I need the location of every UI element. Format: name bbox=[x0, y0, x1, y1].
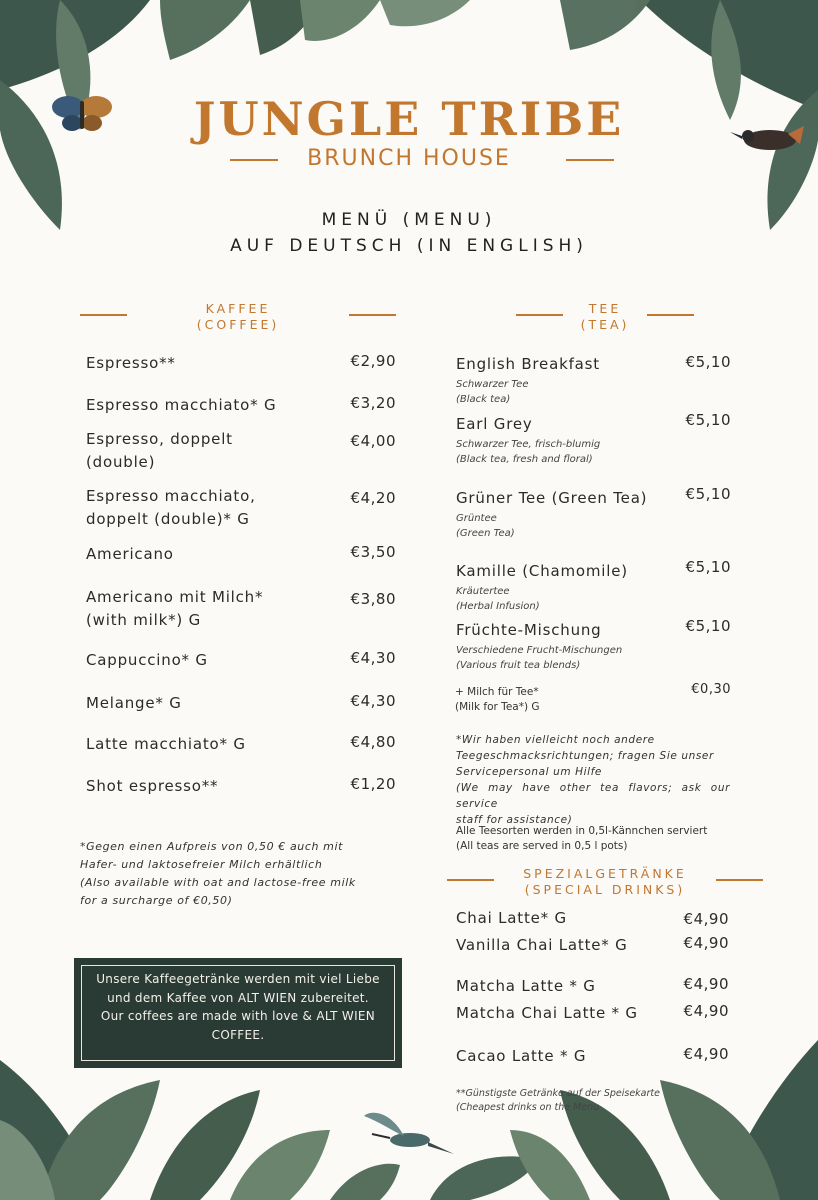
note-line: for a surcharge of €0,50) bbox=[80, 894, 233, 907]
coffee-item-price: €4,20 bbox=[350, 489, 396, 507]
note-line: staff for assistance) bbox=[456, 814, 573, 826]
tea-item-price: €5,10 bbox=[685, 485, 731, 503]
tea-title-de: TEE bbox=[588, 301, 622, 316]
special-item-name: Chai Latte* G bbox=[456, 909, 567, 927]
special-divider-left bbox=[447, 879, 494, 881]
special-item-price: €4,90 bbox=[683, 910, 729, 928]
coffee-info-text bbox=[74, 970, 402, 1044]
hummingbird-icon bbox=[364, 1113, 454, 1154]
tea-item-sub: (Green Tea) bbox=[456, 528, 515, 539]
tea-pot-note bbox=[456, 824, 707, 854]
note-line: (Cheapest drinks on the Menu bbox=[456, 1102, 600, 1113]
coffee-item-name: Americano bbox=[86, 545, 174, 563]
coffee-item-price: €2,90 bbox=[350, 352, 396, 370]
coffee-item-price: €3,20 bbox=[350, 394, 396, 412]
tea-divider-right bbox=[647, 314, 694, 316]
special-section-title bbox=[494, 866, 716, 898]
tea-item-sub: Grüntee bbox=[456, 513, 497, 524]
menu-title-line2: AUF DEUTSCH (IN ENGLISH) bbox=[230, 236, 588, 256]
menu-title-line1: MENÜ (MENU) bbox=[321, 210, 497, 230]
tea-item-sub: (Black tea, fresh and floral) bbox=[456, 454, 593, 465]
coffee-item-price: €4,30 bbox=[350, 649, 396, 667]
coffee-item-name: Latte macchiato* G bbox=[86, 735, 246, 753]
special-item-price: €4,90 bbox=[683, 934, 729, 952]
box-line: und dem Kaffee von ALT WIEN zubereitet. bbox=[107, 990, 369, 1005]
coffee-section-title bbox=[160, 301, 316, 333]
coffee-item-price: €3,80 bbox=[350, 590, 396, 608]
note-line: *Wir haben vielleicht noch andere bbox=[456, 734, 655, 746]
note-line: (All teas are served in 0,5 l pots) bbox=[456, 840, 628, 852]
coffee-item-price: €4,80 bbox=[350, 733, 396, 751]
tea-item-sub: (Various fruit tea blends) bbox=[456, 660, 581, 671]
coffee-item-price: €3,50 bbox=[350, 543, 396, 561]
tea-item-name: Früchte-Mischung bbox=[456, 621, 602, 639]
tea-item-sub: (Herbal Infusion) bbox=[456, 601, 540, 612]
special-title-de: SPEZIALGETRÄNKE bbox=[523, 866, 687, 881]
coffee-item-name: Espresso, doppelt bbox=[86, 430, 233, 448]
coffee-item-name: Americano mit Milch* bbox=[86, 588, 264, 606]
coffee-item-name: Melange* G bbox=[86, 694, 182, 712]
tea-section-title bbox=[565, 301, 645, 333]
coffee-milk-note bbox=[80, 838, 398, 910]
coffee-item-name: Cappuccino* G bbox=[86, 651, 208, 669]
tea-item-sub: Kräutertee bbox=[456, 586, 510, 597]
note-line: (Also available with oat and lactose-free milk bbox=[80, 876, 356, 889]
coffee-item-name-line2: (with milk*) G bbox=[86, 611, 202, 629]
tea-item-price: €5,10 bbox=[685, 558, 731, 576]
tea-item-sub: Verschiedene Frucht-Mischungen bbox=[456, 645, 623, 656]
brand-title: JUNGLE TRIBE bbox=[193, 92, 625, 146]
note-line: Teegeschmacksrichtungen; fragen Sie unser bbox=[456, 750, 714, 762]
tea-item-sub: Schwarzer Tee, frisch-blumig bbox=[456, 439, 601, 450]
coffee-divider-right bbox=[349, 314, 396, 316]
coffee-item-name: Espresso macchiato* G bbox=[86, 396, 277, 414]
note-line: **Günstigste Getränke auf der Speisekarte bbox=[456, 1088, 660, 1099]
tea-milk-addon: + Milch für Tee* bbox=[455, 686, 539, 698]
note-line: Alle Teesorten werden in 0,5l-Kännchen serviert bbox=[456, 825, 708, 837]
tea-item-price: €5,10 bbox=[685, 353, 731, 371]
tea-item-name: English Breakfast bbox=[456, 355, 600, 373]
coffee-item-name: Shot espresso** bbox=[86, 777, 219, 795]
special-divider-right bbox=[716, 879, 763, 881]
coffee-item-price: €4,00 bbox=[350, 432, 396, 450]
tea-divider-left bbox=[516, 314, 563, 316]
coffee-item-name: Espresso** bbox=[86, 354, 176, 372]
box-line: Our coffees are made with love & ALT WIEN bbox=[100, 1009, 376, 1023]
coffee-divider-left bbox=[80, 314, 127, 316]
special-item-name: Cacao Latte * G bbox=[456, 1047, 587, 1065]
box-line: COFFEE. bbox=[211, 1027, 265, 1042]
special-item-name: Vanilla Chai Latte* G bbox=[456, 936, 628, 954]
special-item-name: Matcha Latte * G bbox=[456, 977, 596, 995]
coffee-item-name-line2: (double) bbox=[86, 453, 156, 471]
note-line: Servicepersonal um Hilfe bbox=[456, 766, 602, 778]
coffee-info-box bbox=[74, 958, 402, 1068]
coffee-title-de: KAFFEE bbox=[205, 301, 271, 316]
note-line: Hafer- und laktosefreier Milch erhältlich bbox=[80, 858, 323, 871]
special-item-price: €4,90 bbox=[683, 1045, 729, 1063]
box-line: Unsere Kaffeegetränke werden mit viel Liebe bbox=[96, 972, 380, 986]
note-line: (We may have other tea flavors; ask our service bbox=[456, 782, 730, 810]
coffee-item-price: €1,20 bbox=[350, 775, 396, 793]
tea-milk-price: €0,30 bbox=[691, 682, 731, 697]
cheapest-drinks-footnote bbox=[456, 1087, 660, 1115]
tea-item-name: Earl Grey bbox=[456, 415, 533, 433]
coffee-item-name-line2: doppelt (double)* G bbox=[86, 510, 250, 528]
brand-divider-right bbox=[566, 159, 614, 161]
tea-milk-addon-en: (Milk for Tea*) G bbox=[455, 701, 540, 713]
tea-item-sub: Schwarzer Tee bbox=[456, 379, 529, 390]
tea-item-price: €5,10 bbox=[685, 411, 731, 429]
tea-item-price: €5,10 bbox=[685, 617, 731, 635]
special-item-name: Matcha Chai Latte * G bbox=[456, 1004, 638, 1022]
tea-item-sub: (Black tea) bbox=[456, 394, 511, 405]
special-item-price: €4,90 bbox=[683, 1002, 729, 1020]
coffee-title-en: (COFFEE) bbox=[196, 317, 280, 332]
tea-flavor-note bbox=[456, 732, 730, 828]
tea-title-en: (TEA) bbox=[580, 317, 630, 332]
coffee-item-price: €4,30 bbox=[350, 692, 396, 710]
note-line: *Gegen einen Aufpreis von 0,50 € auch mit bbox=[80, 840, 344, 853]
coffee-item-name: Espresso macchiato, bbox=[86, 487, 256, 505]
tea-item-name: Kamille (Chamomile) bbox=[456, 562, 628, 580]
special-item-price: €4,90 bbox=[683, 975, 729, 993]
brand-subtitle: BRUNCH HOUSE bbox=[307, 146, 511, 171]
special-title-en: (SPECIAL DRINKS) bbox=[524, 882, 686, 897]
tea-item-name: Grüner Tee (Green Tea) bbox=[456, 489, 648, 507]
